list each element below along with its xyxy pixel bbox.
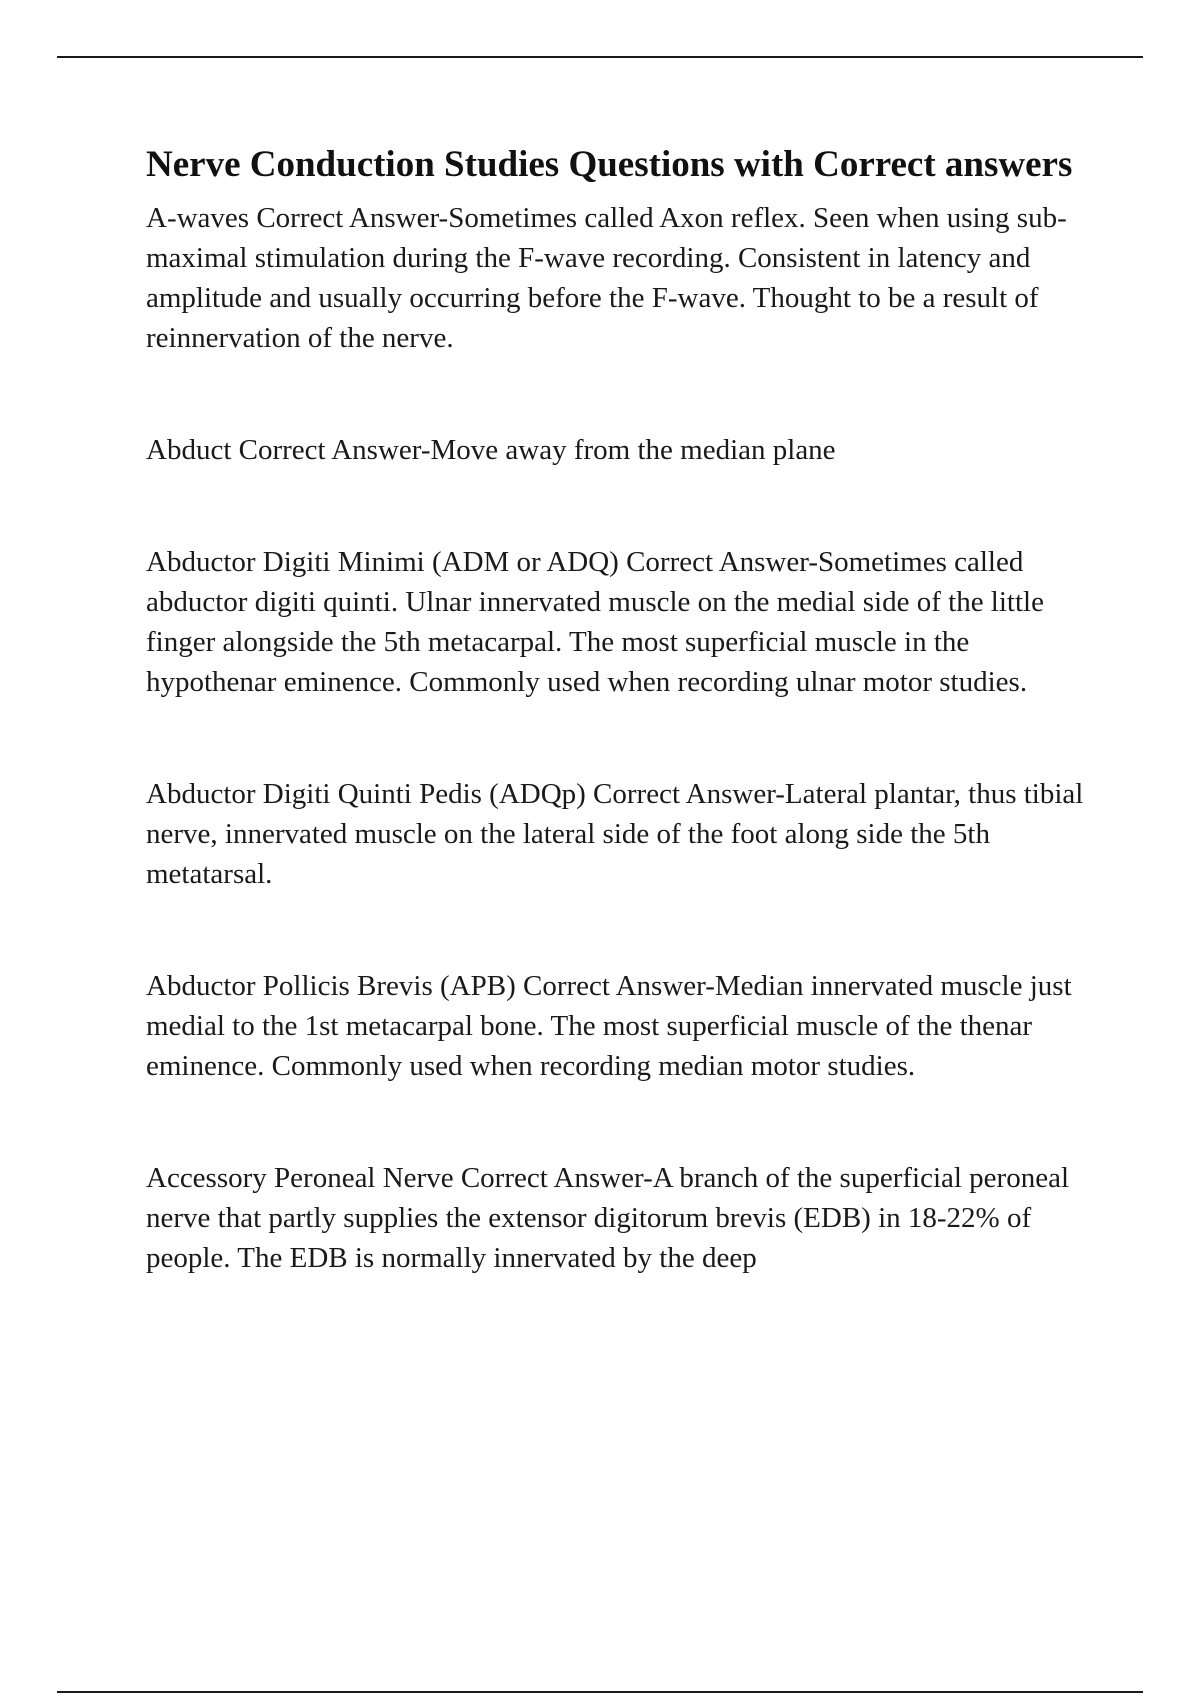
entry-a-waves: A-waves Correct Answer-Sometimes called Axon reflex. Seen when using sub-maximal stimulation during the F-wave recording. Consistent in latency and amplitude and usually occurring before the F-wave. Thought to be a result of reinnervation of the nerve.	[146, 202, 1067, 354]
entry-accessory-peroneal-nerve: Accessory Peroneal Nerve Correct Answer-A branch of the superficial peroneal nerve that partly supplies the extensor digitorum brevis (EDB) in 18-22% of people. The EDB is normally innervated by the deep	[146, 1162, 1070, 1274]
entry-abductor-pollicis-brevis: Abductor Pollicis Brevis (APB) Correct Answer-Median innervated muscle just medial to the 1st metacarpal bone. The most superficial muscle of the thenar eminence. Commonly used when recording median motor studies.	[146, 970, 1072, 1082]
bottom-rule	[57, 1691, 1143, 1693]
document-body	[146, 140, 1086, 1350]
top-rule	[57, 56, 1143, 58]
entry-abductor-digiti-minimi: Abductor Digiti Minimi (ADM or ADQ) Correct Answer-Sometimes called abductor digiti quinti. Ulnar innervated muscle on the medial side of the little finger alongside the 5th metacarpal. The most superficial muscle in the hypothenar eminence. Commonly used when recording ulnar motor studies.	[146, 546, 1044, 698]
entry-abduct: Abduct Correct Answer-Move away from the median plane	[146, 434, 836, 466]
entry-abductor-digiti-quinti-pedis: Abductor Digiti Quinti Pedis (ADQp) Correct Answer-Lateral plantar, thus tibial nerve, innervated muscle on the lateral side of the foot along side the 5th metatarsal.	[146, 778, 1084, 890]
entry-list	[146, 198, 1086, 1278]
document-title: Nerve Conduction Studies Questions with Correct answers	[146, 144, 1073, 185]
